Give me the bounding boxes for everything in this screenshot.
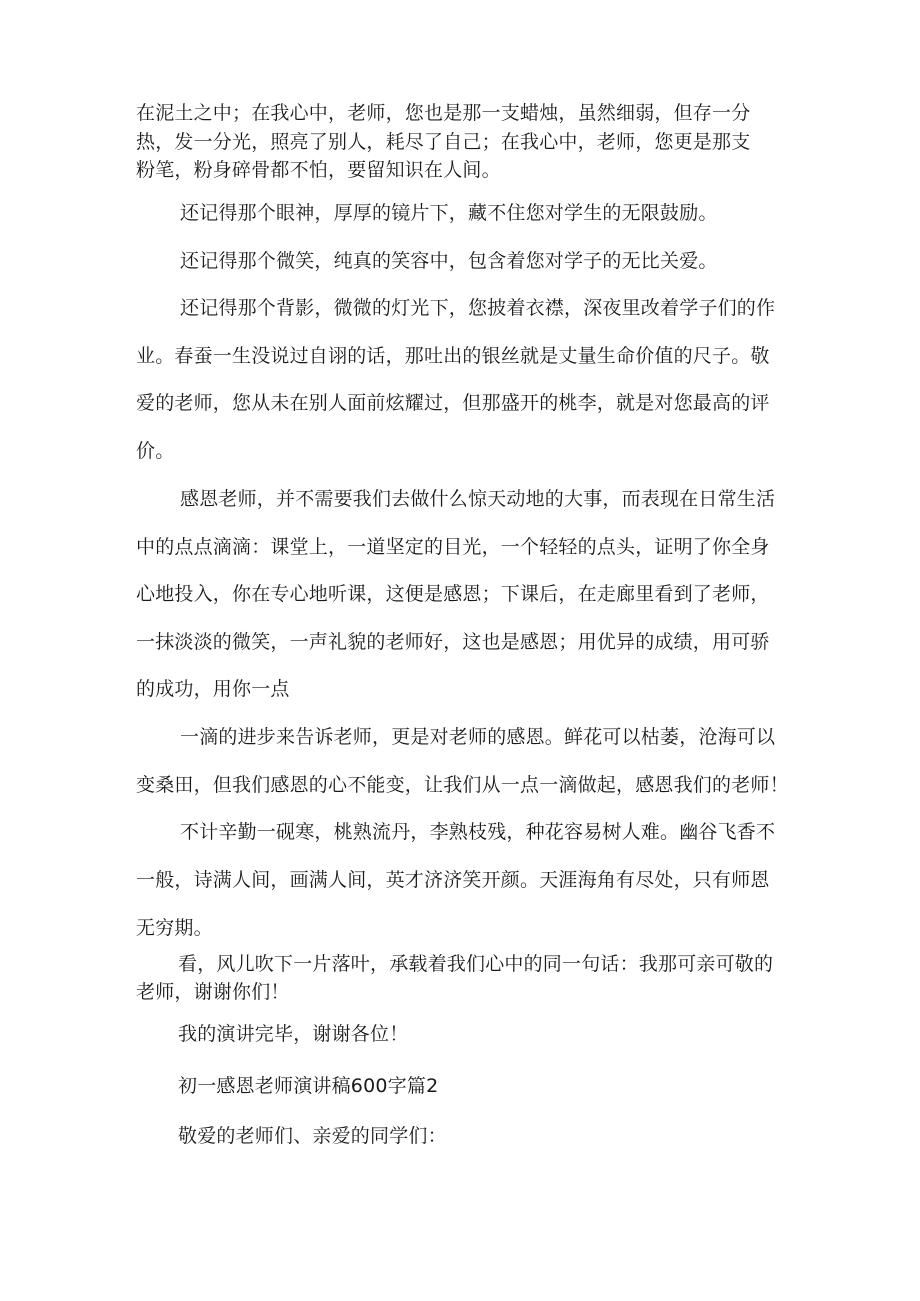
text-line: 在泥土之中；在我心中，老师，您也是那一支蜡烛，虽然细弱，但存一分	[136, 102, 751, 124]
text-line: 老师，谢谢你们！	[136, 981, 290, 1003]
text-line: 热，发一分光，照亮了别人，耗尽了自己；在我心中，老师，您更是那支	[136, 131, 751, 153]
text-line: 价。	[136, 440, 175, 462]
text-line: 一滴的进步来告诉老师，更是对老师的感恩。鲜花可以枯萎，沧海可以	[180, 726, 776, 748]
text-line: 的成功，用你一点	[136, 678, 290, 700]
text-line: 一般，诗满人间，画满人间，英才济济笑开颜。天涯海角有尽处，只有师恩	[136, 869, 770, 891]
text-line: 敬爱的老师们、亲爱的同学们：	[178, 1125, 447, 1147]
text-line: 中的点点滴滴：课堂上，一道坚定的目光，一个轻轻的点头，证明了你全身	[136, 536, 770, 558]
text-line: 变桑田，但我们感恩的心不能变，让我们从一点一滴做起，感恩我们的老师！	[136, 774, 789, 796]
text-line: 业。春蚕一生没说过自诩的话，那吐出的银丝就是丈量生命价值的尺子。敬	[136, 345, 770, 367]
text-line: 看，风儿吹下一片落叶，承载着我们心中的同一句话：我那可亲可敬的	[178, 953, 774, 975]
text-line: 一抹淡淡的微笑，一声礼貌的老师好，这也是感恩；用优异的成绩，用可骄	[136, 631, 770, 653]
text-line: 无穷期。	[136, 917, 213, 939]
text-line: 爱的老师，您从未在别人面前炫耀过，但那盛开的桃李，就是对您最高的评	[136, 392, 770, 414]
text-line: 还记得那个背影，微微的灯光下，您披着衣襟，深夜里改着学子们的作	[180, 297, 776, 319]
text-line: 不计辛勤一砚寒，桃熟流丹，李熟枝残，种花容易树人难。幽谷飞香不	[180, 821, 776, 843]
section-heading: 初一感恩老师演讲稿600字篇2	[178, 1075, 439, 1097]
text-line: 心地投入，你在专心地听课，这便是感恩；下课后，在走廊里看到了老师，	[136, 583, 770, 605]
text-line: 感恩老师，并不需要我们去做什么惊天动地的大事，而表现在日常生活	[180, 488, 776, 510]
text-line: 还记得那个眼神，厚厚的镜片下，藏不住您对学生的无限鼓励。	[180, 202, 718, 224]
text-line: 粉笔，粉身碎骨都不怕，要留知识在人间。	[136, 159, 501, 181]
text-line: 还记得那个微笑，纯真的笑容中，包含着您对学子的无比关爱。	[180, 250, 718, 272]
text-line: 我的演讲完毕，谢谢各位！	[178, 1023, 409, 1045]
